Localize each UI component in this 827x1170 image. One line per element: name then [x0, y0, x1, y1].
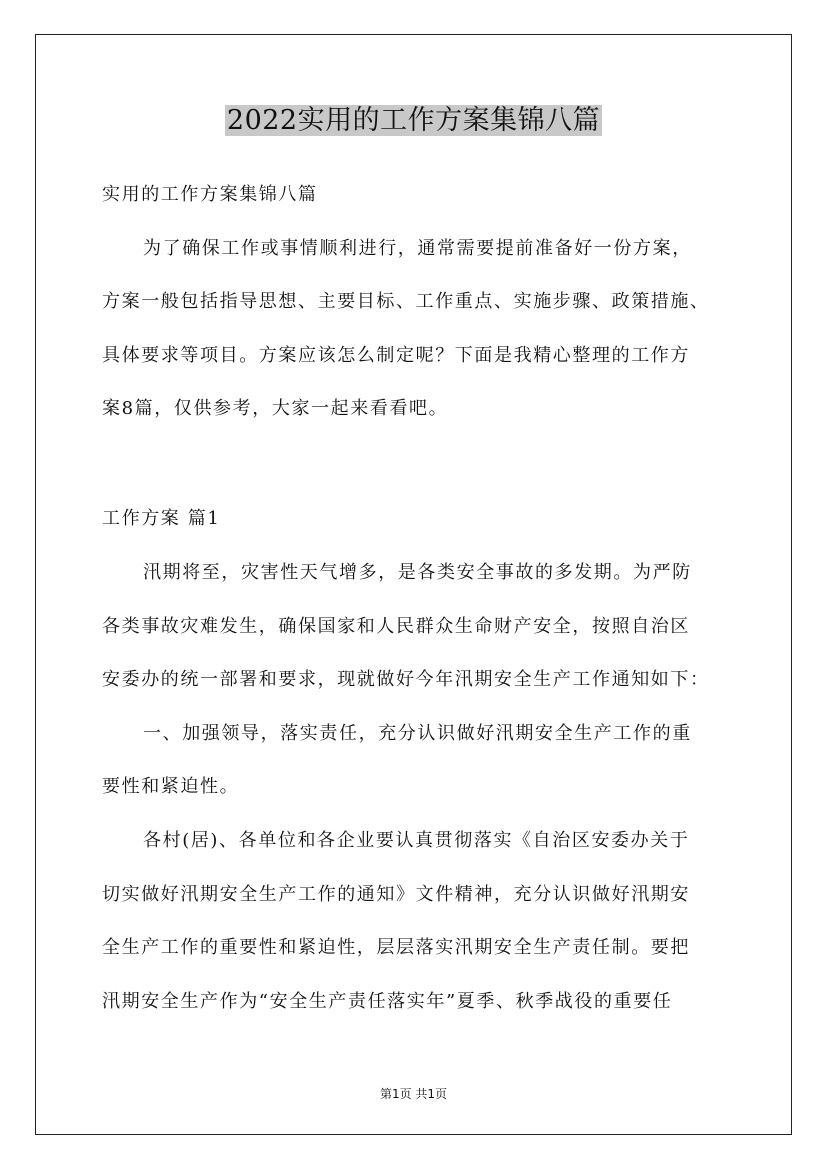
- section-heading: 工作方案 篇1: [102, 508, 221, 529]
- section-line: 各村(居)、各单位和各企业要认真贯彻落实《自治区安委办关于: [143, 830, 690, 851]
- intro-line: 案8篇，仅供参考，大家一起来看看吧。: [102, 398, 449, 419]
- section-line: 安委办的统一部署和要求，现就做好今年汛期安全生产工作通知如下：: [102, 669, 710, 690]
- section-line: 汛期安全生产作为“安全生产责任落实年”夏季、秋季战役的重要任: [102, 991, 673, 1012]
- intro-line: 具体要求等项目。方案应该怎么制定呢？下面是我精心整理的工作方: [102, 345, 690, 366]
- document-title: 2022实用的工作方案集锦八篇: [226, 105, 601, 136]
- section-line: 全生产工作的重要性和紧迫性，层层落实汛期安全生产责任制。要把: [102, 937, 690, 958]
- intro-line: 为了确保工作或事情顺利进行，通常需要提前准备好一份方案，: [143, 238, 692, 259]
- section-line: 要性和紧迫性。: [102, 776, 240, 797]
- section-line: 汛期将至，灾害性天气增多，是各类安全事故的多发期。为严防: [143, 562, 692, 583]
- section-line: 切实做好汛期安全生产工作的通知》文件精神，充分认识做好汛期安: [102, 884, 690, 905]
- document-subtitle: 实用的工作方案集锦八篇: [102, 184, 318, 205]
- page-number: 第1页 共1页: [379, 1087, 448, 1101]
- document-title-wrap: [0, 101, 827, 141]
- section-line: 各类事故灾难发生，确保国家和人民群众生命财产安全，按照自治区: [102, 616, 690, 637]
- section-line: 一、加强领导，落实责任，充分认识做好汛期安全生产工作的重: [143, 723, 692, 744]
- intro-line: 方案一般包括指导思想、主要目标、工作重点、实施步骤、政策措施、: [102, 291, 710, 312]
